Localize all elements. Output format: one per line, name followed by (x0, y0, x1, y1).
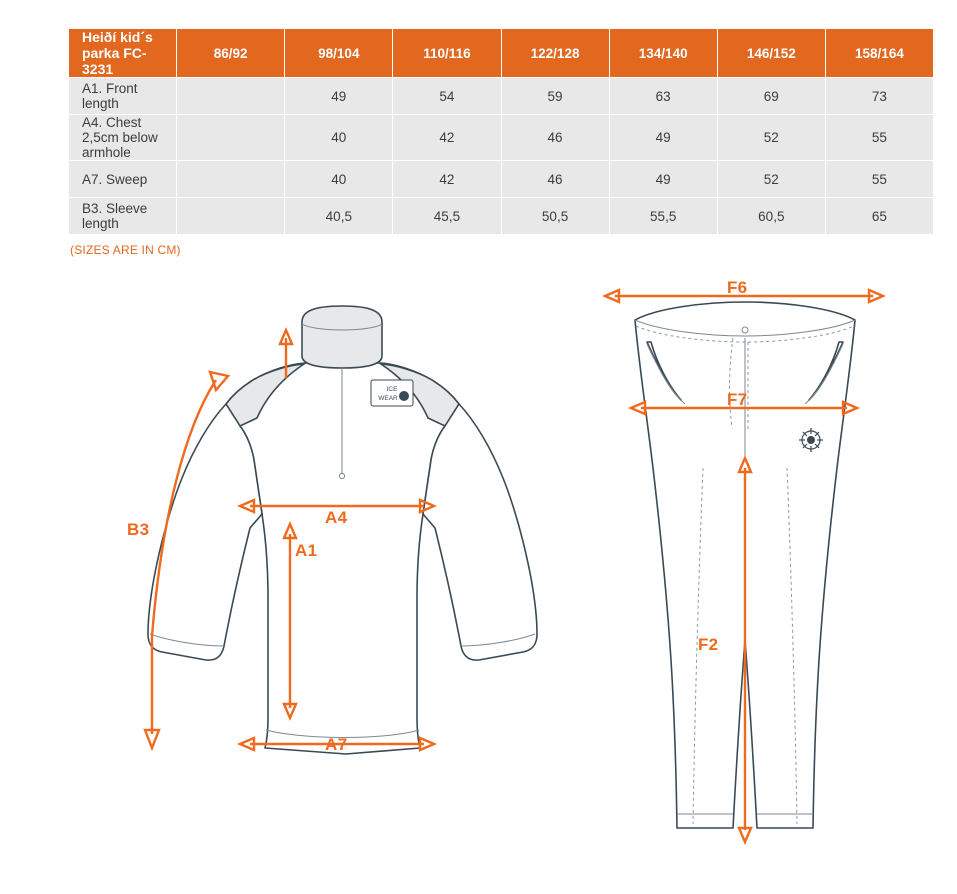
dimension-label-a7: A7 (325, 735, 348, 754)
size-table (68, 28, 934, 235)
measurement-value: 73 (825, 78, 933, 115)
size-column-header: 158/164 (825, 29, 933, 78)
size-column-header: 146/152 (717, 29, 825, 78)
size-table-body (69, 78, 934, 235)
jacket-collar (302, 306, 382, 368)
measurement-value: 42 (393, 161, 501, 198)
dimension-label-f7: F7 (727, 390, 748, 409)
measurement-label: A4. Chest 2,5cm below armhole (69, 115, 177, 161)
measurement-label: A7. Sweep (69, 161, 177, 198)
measurement-value (177, 198, 285, 235)
measurement-value (177, 78, 285, 115)
measurement-value: 63 (609, 78, 717, 115)
ice-wear-logo (371, 380, 413, 406)
dimension-label-a1: A1 (295, 541, 318, 560)
measurement-value: 59 (501, 78, 609, 115)
measurement-value: 55,5 (609, 198, 717, 235)
table-row (69, 115, 934, 161)
measurement-value: 69 (717, 78, 825, 115)
svg-text:WEAR: WEAR (378, 395, 398, 402)
measurement-value: 54 (393, 78, 501, 115)
table-row (69, 78, 934, 115)
measurement-value: 40,5 (285, 198, 393, 235)
measurement-value: 52 (717, 115, 825, 161)
measurement-value: 49 (609, 161, 717, 198)
measurement-value: 55 (825, 161, 933, 198)
table-header-row (69, 29, 934, 78)
measurement-value (177, 161, 285, 198)
garment-illustrations (0, 268, 957, 894)
units-note: (SIZES ARE IN CM) (70, 243, 181, 257)
measurement-value: 60,5 (717, 198, 825, 235)
measurement-value: 55 (825, 115, 933, 161)
size-column-header: 122/128 (501, 29, 609, 78)
measurement-value: 52 (717, 161, 825, 198)
dimension-label-a4: A4 (325, 508, 348, 527)
product-name-header: Heiðí kid´s parka FC-3231 (69, 29, 177, 78)
measurement-value: 42 (393, 115, 501, 161)
dimension-label-f2: F2 (698, 635, 719, 654)
measurement-value: 65 (825, 198, 933, 235)
pants-illustration (595, 268, 895, 858)
size-column-header: 110/116 (393, 29, 501, 78)
table-row (69, 161, 934, 198)
size-table-header (69, 29, 934, 78)
measurement-value: 49 (285, 78, 393, 115)
jacket-sleeve-right (423, 404, 537, 660)
measurement-value: 45,5 (393, 198, 501, 235)
size-column-header: 86/92 (177, 29, 285, 78)
measurement-value: 46 (501, 161, 609, 198)
measurement-label: B3. Sleeve length (69, 198, 177, 235)
measurement-value: 40 (285, 115, 393, 161)
svg-text:ICE: ICE (386, 386, 398, 393)
size-column-header: 134/140 (609, 29, 717, 78)
measurement-label: A1. Front length (69, 78, 177, 115)
size-column-header: 98/104 (285, 29, 393, 78)
measurement-value: 50,5 (501, 198, 609, 235)
table-row (69, 198, 934, 235)
measurement-value (177, 115, 285, 161)
dimension-label-b3: B3 (127, 520, 150, 539)
measurement-value: 46 (501, 115, 609, 161)
measurement-value: 49 (609, 115, 717, 161)
measurement-value: 40 (285, 161, 393, 198)
dimension-label-f6: F6 (727, 278, 748, 297)
